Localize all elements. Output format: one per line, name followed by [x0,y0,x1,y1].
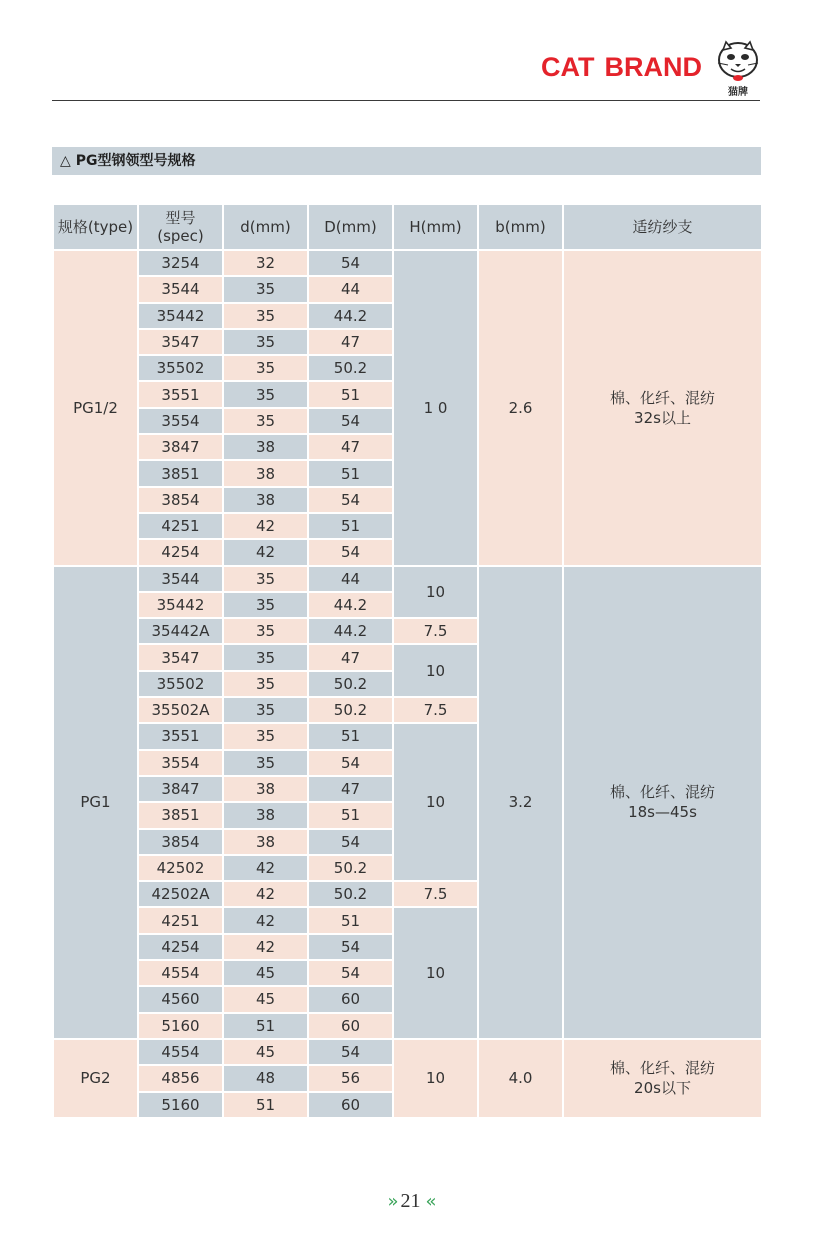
d-cell: 42 [223,881,308,907]
spec-cell: 35502 [138,671,223,697]
D-cell: 54 [308,750,393,776]
D-cell: 47 [308,644,393,670]
header-divider [52,100,760,101]
D-cell: 56 [308,1065,393,1091]
yarn-fiber: 棉、化纤、混纺 [609,783,715,802]
spec-cell: 3854 [138,829,223,855]
D-cell: 54 [308,934,393,960]
spec-cell: 3847 [138,776,223,802]
d-cell: 35 [223,697,308,723]
d-cell: 42 [223,934,308,960]
H-cell: 10 [393,1039,478,1118]
spec-cell: 3551 [138,723,223,749]
D-cell: 51 [308,381,393,407]
D-cell: 60 [308,1013,393,1039]
yarn-cell [563,250,762,566]
spec-cell: 4251 [138,513,223,539]
d-cell: 35 [223,276,308,302]
spec-cell: 4554 [138,960,223,986]
logo-text: 猫牌 [728,87,748,98]
D-cell: 51 [308,513,393,539]
d-cell: 35 [223,644,308,670]
yarn-count: 18s—45s [628,803,697,822]
spec-cell: 35502 [138,355,223,381]
spec-cell: 3547 [138,644,223,670]
cat-logo-icon [714,40,762,98]
spec-cell: 4251 [138,907,223,933]
spec-cell: 4554 [138,1039,223,1065]
table-row [53,566,762,592]
D-cell: 44 [308,566,393,592]
page-number [0,1190,821,1213]
D-cell: 50.2 [308,855,393,881]
spec-cell: 3854 [138,487,223,513]
d-cell: 42 [223,513,308,539]
d-cell: 42 [223,539,308,565]
d-cell: 42 [223,855,308,881]
D-cell: 51 [308,723,393,749]
spec-cell: 5160 [138,1092,223,1118]
D-cell: 51 [308,907,393,933]
d-cell: 35 [223,303,308,329]
header-D: D(mm) [308,204,393,250]
d-cell: 42 [223,907,308,933]
D-cell: 44 [308,276,393,302]
section-title: PG型钢领型号规格 [75,153,196,169]
D-cell: 60 [308,986,393,1012]
d-cell: 38 [223,802,308,828]
spec-cell: 35442A [138,618,223,644]
D-cell: 54 [308,960,393,986]
D-cell: 54 [308,250,393,276]
header-b: b(mm) [478,204,563,250]
spec-cell: 4254 [138,934,223,960]
d-cell: 51 [223,1092,308,1118]
spec-cell: 42502 [138,855,223,881]
header-spec-cn: 型号 [165,209,196,227]
brand-word-cat: CAT [541,52,595,82]
spec-cell: 3551 [138,381,223,407]
yarn-cell [563,1039,762,1118]
type-cell: PG1/2 [53,250,138,566]
header-spec [138,204,223,250]
d-cell: 35 [223,723,308,749]
D-cell: 47 [308,434,393,460]
D-cell: 47 [308,776,393,802]
brand-name [541,52,741,92]
chevron-left-icon: « [425,1191,434,1212]
spec-table [52,203,763,1119]
D-cell: 51 [308,460,393,486]
D-cell: 54 [308,829,393,855]
D-cell: 44.2 [308,618,393,644]
table-header-row [53,204,762,250]
d-cell: 35 [223,566,308,592]
b-cell: 4.0 [478,1039,563,1118]
D-cell: 54 [308,487,393,513]
H-cell: 10 [393,723,478,881]
D-cell: 44.2 [308,303,393,329]
H-cell: 7.5 [393,881,478,907]
H-cell: 7.5 [393,697,478,723]
yarn-count: 20s以下 [634,1079,691,1098]
d-cell: 38 [223,829,308,855]
spec-cell: 35442 [138,303,223,329]
d-cell: 35 [223,381,308,407]
D-cell: 54 [308,539,393,565]
spec-cell: 3254 [138,250,223,276]
d-cell: 35 [223,355,308,381]
D-cell: 47 [308,329,393,355]
H-cell: 1 0 [393,250,478,566]
D-cell: 54 [308,1039,393,1065]
d-cell: 51 [223,1013,308,1039]
spec-cell: 3851 [138,802,223,828]
header-H: H(mm) [393,204,478,250]
header-spec-en: (spec) [157,227,204,245]
spec-cell: 3544 [138,566,223,592]
D-cell: 51 [308,802,393,828]
header-d: d(mm) [223,204,308,250]
H-cell: 10 [393,566,478,619]
d-cell: 45 [223,986,308,1012]
table-row [53,1039,762,1065]
spec-cell: 3851 [138,460,223,486]
d-cell: 48 [223,1065,308,1091]
D-cell: 50.2 [308,881,393,907]
D-cell: 50.2 [308,697,393,723]
d-cell: 38 [223,776,308,802]
d-cell: 35 [223,592,308,618]
d-cell: 45 [223,1039,308,1065]
b-cell: 3.2 [478,566,563,1039]
yarn-cell [563,566,762,1039]
spec-cell: 4560 [138,986,223,1012]
D-cell: 44.2 [308,592,393,618]
b-cell: 2.6 [478,250,563,566]
D-cell: 50.2 [308,355,393,381]
spec-cell: 3847 [138,434,223,460]
d-cell: 35 [223,329,308,355]
brand-word-brand: BRAND [604,52,702,82]
spec-cell: 3554 [138,408,223,434]
H-cell: 10 [393,644,478,697]
d-cell: 38 [223,434,308,460]
header-yarn: 适纺纱支 [563,204,762,250]
spec-cell: 4856 [138,1065,223,1091]
header-type: 规格(type) [53,204,138,250]
D-cell: 50.2 [308,671,393,697]
spec-cell: 3547 [138,329,223,355]
spec-cell: 35502A [138,697,223,723]
yarn-fiber: 棉、化纤、混纺 [609,388,715,407]
D-cell: 54 [308,408,393,434]
table-row [53,250,762,276]
d-cell: 45 [223,960,308,986]
page-number-value: 21 [400,1190,421,1212]
spec-cell: 35442 [138,592,223,618]
yarn-fiber: 棉、化纤、混纺 [609,1059,715,1078]
d-cell: 38 [223,487,308,513]
d-cell: 35 [223,671,308,697]
d-cell: 35 [223,750,308,776]
spec-cell: 42502A [138,881,223,907]
D-cell: 60 [308,1092,393,1118]
spec-cell: 3554 [138,750,223,776]
spec-cell: 4254 [138,539,223,565]
spec-cell: 5160 [138,1013,223,1039]
chevron-right-icon: » [387,1191,396,1212]
type-cell: PG2 [53,1039,138,1118]
d-cell: 35 [223,618,308,644]
H-cell: 7.5 [393,618,478,644]
d-cell: 32 [223,250,308,276]
d-cell: 38 [223,460,308,486]
triangle-icon: △ [60,153,71,169]
spec-cell: 3544 [138,276,223,302]
H-cell: 10 [393,907,478,1038]
section-title-bar [52,147,761,175]
d-cell: 35 [223,408,308,434]
type-cell: PG1 [53,566,138,1039]
yarn-count: 32s以上 [634,408,691,427]
